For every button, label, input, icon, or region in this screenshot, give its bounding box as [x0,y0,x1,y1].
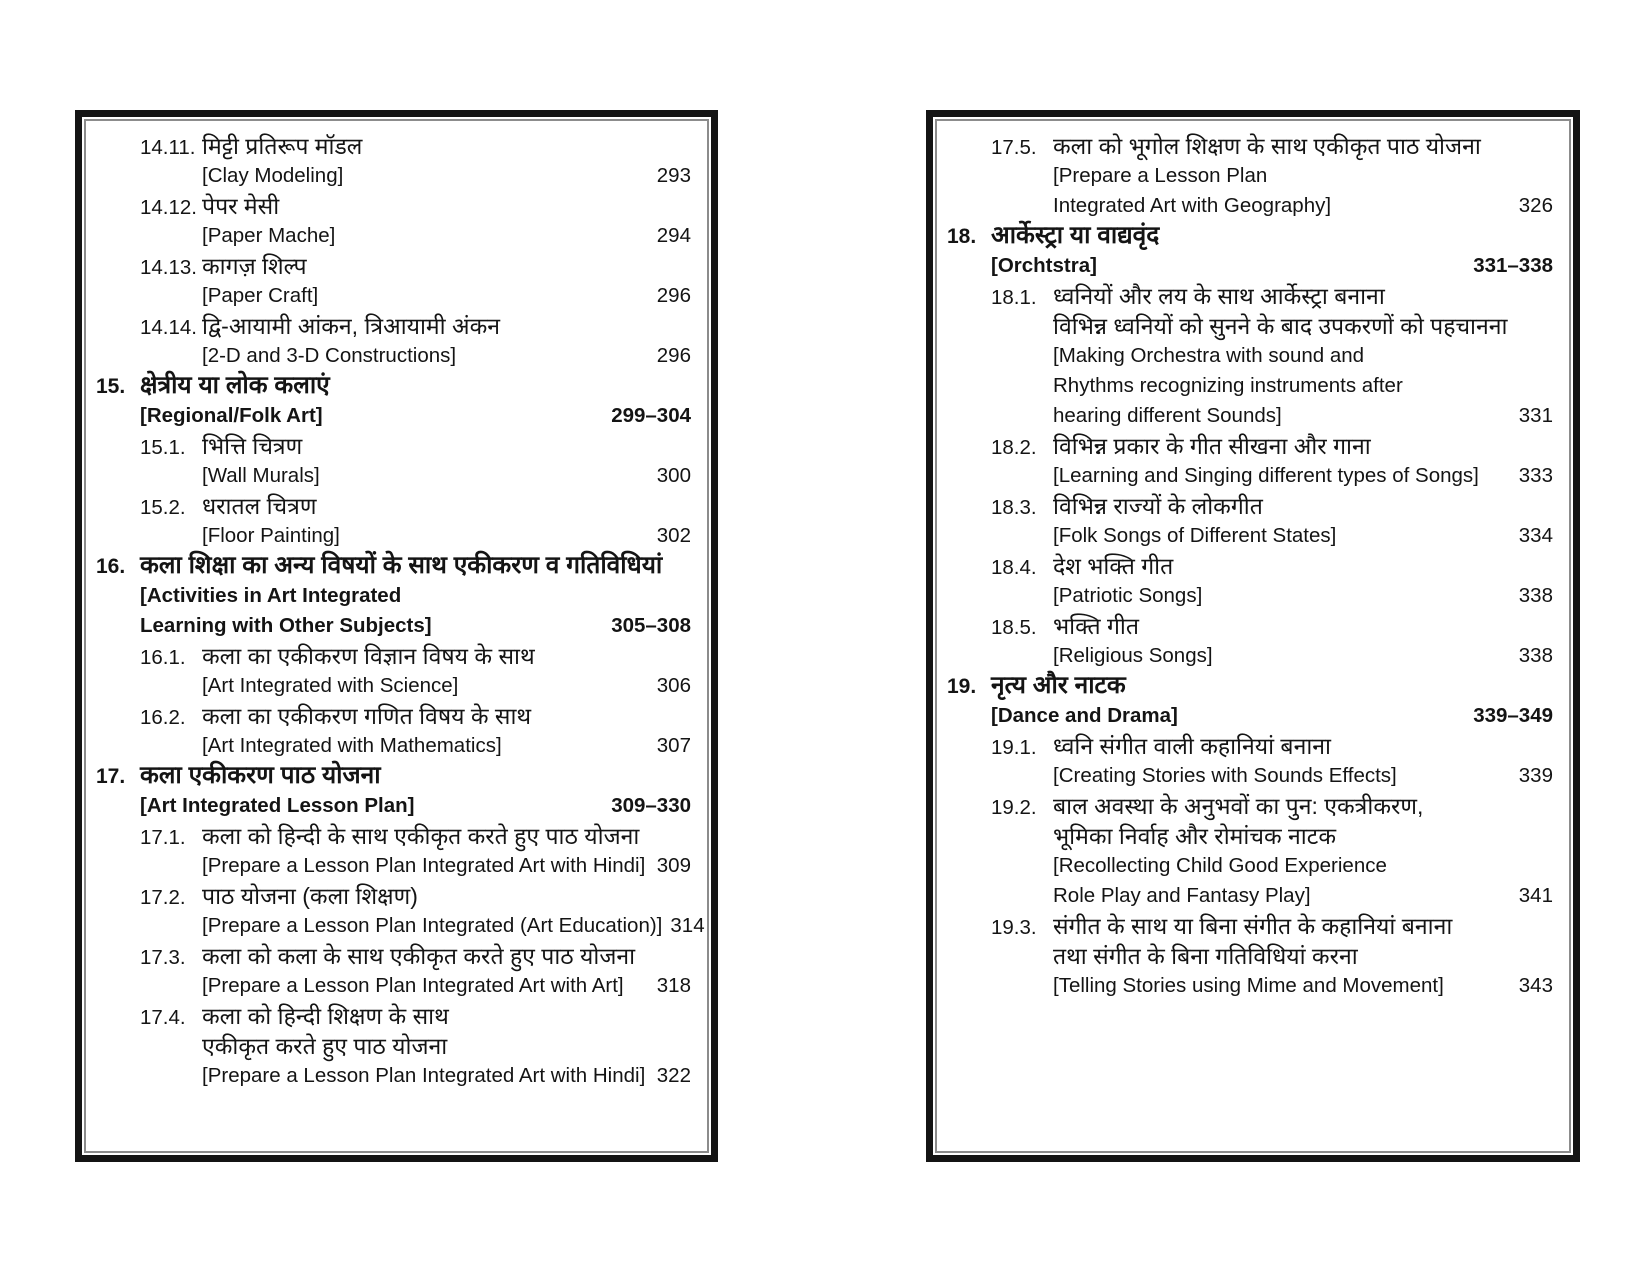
toc-entry-title-line [96,821,691,851]
entry-title-hindi: भूमिका निर्वाह और रोमांचक नाटक [1053,823,1336,849]
toc-entry-translation-line [96,341,691,371]
toc-entry-translation-line [947,191,1553,221]
page-number: 307 [656,734,691,757]
entry-title-english: [Prepare a Lesson Plan [1053,164,1268,187]
entry-title-hindi: कला को भूगोल शिक्षण के साथ एकीकृत पाठ योजना [1053,133,1481,159]
entry-title-hindi: भक्ति गीत [1053,613,1139,639]
entry-number: 18.1. [991,286,1037,309]
entry-title-hindi: तथा संगीत के बिना गतिविधियां करना [1053,943,1358,969]
toc-entry-title-line [947,311,1553,341]
entry-number: 17.3. [140,946,186,969]
entry-title-english: [Wall Murals] [202,464,320,487]
toc-entry-title-line [96,191,691,221]
entry-title-english: [Art Integrated Lesson Plan] [140,794,415,817]
toc-entry-translation-line [96,521,691,551]
entry-title-hindi: पेपर मेसी [202,193,280,219]
page-number: 333 [1518,464,1553,487]
toc-page-right [926,110,1580,1162]
toc-entry-title-line [947,941,1553,971]
entry-title-english: [Folk Songs of Different States] [1053,524,1337,547]
entry-title-hindi: कला का एकीकरण गणित विषय के साथ [202,703,532,729]
toc-entry-translation-line [947,701,1553,731]
toc-entry-translation-line [96,731,691,761]
page-number: 293 [656,164,691,187]
entry-title-english: [Prepare a Lesson Plan Integrated (Art Education)] [202,914,663,937]
entry-title-english: [Telling Stories using Mime and Movement] [1053,974,1444,997]
toc-page-left [75,110,718,1162]
toc-page-right-content [935,119,1571,1153]
toc-entry-translation-line [96,671,691,701]
entry-title-english: [Recollecting Child Good Experience [1053,854,1387,877]
entry-title-hindi: संगीत के साथ या बिना संगीत के कहानियां बनाना [1053,913,1453,939]
entry-title-hindi: मिट्टी प्रतिरूप मॉडल [202,133,363,159]
page-number: 296 [656,284,691,307]
toc-entry-translation-line [947,461,1553,491]
entry-title-hindi: कला को कला के साथ एकीकृत करते हुए पाठ योजना [202,943,636,969]
toc-entry-translation-line [96,221,691,251]
page-number: 318 [656,974,691,997]
entry-number: 18.5. [991,616,1037,639]
toc-entry-title-line [96,1031,691,1061]
entry-number: 17. [96,765,126,788]
entry-title-english: [Regional/Folk Art] [140,404,323,427]
entry-number: 14.12. [140,196,197,219]
entry-number: 19.1. [991,736,1037,759]
entry-title-hindi: कला एकीकरण पाठ योजना [140,762,381,789]
entry-title-english: [Prepare a Lesson Plan Integrated Art with Hindi] [202,854,646,877]
page-number: 305–308 [611,614,691,637]
toc-entry-translation-line [96,461,691,491]
entry-number: 17.4. [140,1006,186,1029]
entry-number: 18.2. [991,436,1037,459]
page-number: 339 [1518,764,1553,787]
entry-title-hindi: एकीकृत करते हुए पाठ योजना [202,1033,448,1059]
page-number: 343 [1518,974,1553,997]
entry-title-english: [Prepare a Lesson Plan Integrated Art with Art] [202,974,624,997]
entry-number: 16.2. [140,706,186,729]
entry-title-hindi: कला को हिन्दी के साथ एकीकृत करते हुए पाठ योजना [202,823,640,849]
toc-entry-title-line [947,911,1553,941]
toc-entry-title-line [96,881,691,911]
toc-entry-translation-line [96,971,691,1001]
entry-title-english: [Making Orchestra with sound and [1053,344,1365,367]
entry-number: 18. [947,225,977,248]
entry-number: 16.1. [140,646,186,669]
toc-entry-translation-line [947,341,1553,371]
entry-title-hindi: बाल अवस्था के अनुभवों का पुन: एकत्रीकरण, [1053,793,1424,819]
toc-entry-title-line [947,671,1553,701]
entry-title-english: [Art Integrated with Mathematics] [202,734,502,757]
entry-number: 18.4. [991,556,1037,579]
entry-number: 15.1. [140,436,186,459]
entry-number: 15.2. [140,496,186,519]
toc-entry-title-line [947,491,1553,521]
toc-entry-translation-line [947,761,1553,791]
entry-title-english: [Floor Painting] [202,524,340,547]
entry-number: 16. [96,555,126,578]
entry-title-hindi: आर्केस्ट्रा या वाद्यवृंद [991,222,1160,249]
page-number: 296 [656,344,691,367]
toc-entry-title-line [947,221,1553,251]
toc-entry-title-line [96,251,691,281]
toc-entry-translation-line [96,281,691,311]
entry-number: 14.13. [140,256,197,279]
entry-title-hindi: भित्ति चित्रण [202,433,303,459]
toc-entry-title-line [96,1001,691,1031]
entry-title-hindi: ध्वनियों और लय के साथ आर्केस्ट्रा बनाना [1053,283,1385,309]
toc-entry-title-line [947,611,1553,641]
toc-entry-translation-line [96,161,691,191]
page-number: 314 [670,914,705,937]
toc-entry-translation-line [947,971,1553,1001]
entry-number: 18.3. [991,496,1037,519]
toc-entry-title-line [96,131,691,161]
page-number: 331–338 [1473,254,1553,277]
toc-entry-title-line [947,281,1553,311]
toc-entry-title-line [96,551,691,581]
entry-title-english: Rhythms recognizing instruments after [1053,374,1403,397]
page-number: 302 [656,524,691,547]
toc-entry-title-line [96,641,691,671]
page-number: 326 [1518,194,1553,217]
entry-number: 17.5. [991,136,1037,159]
entry-number: 19. [947,675,977,698]
entry-title-hindi: धरातल चित्रण [202,493,317,519]
toc-entry-title-line [947,791,1553,821]
entry-number: 14.11. [140,136,196,159]
entry-number: 17.2. [140,886,186,909]
toc-entry-translation-line [947,851,1553,881]
page-number: 309 [656,854,691,877]
toc-entry-title-line [96,431,691,461]
page-number: 334 [1518,524,1553,547]
entry-number: 15. [96,375,126,398]
toc-entry-translation-line [96,581,691,611]
entry-title-english: Learning with Other Subjects] [140,614,432,637]
page-number: 339–349 [1473,704,1553,727]
toc-entry-title-line [947,131,1553,161]
toc-entry-title-line [96,701,691,731]
entry-title-hindi: विभिन्न राज्यों के लोकगीत [1053,493,1263,519]
entry-title-hindi: देश भक्ति गीत [1053,553,1174,579]
entry-title-hindi: कागज़ शिल्प [202,253,307,279]
entry-title-hindi: कला को हिन्दी शिक्षण के साथ [202,1003,449,1029]
entry-title-english: [Art Integrated with Science] [202,674,459,697]
toc-entry-translation-line [947,161,1553,191]
toc-entry-translation-line [947,401,1553,431]
entry-title-english: [Paper Craft] [202,284,319,307]
toc-entry-title-line [96,371,691,401]
entry-title-english: Role Play and Fantasy Play] [1053,884,1311,907]
toc-entry-title-line [947,551,1553,581]
entry-title-english: [Religious Songs] [1053,644,1213,667]
toc-entry-title-line [96,941,691,971]
entry-title-english: [Orchtstra] [991,254,1097,277]
toc-entry-title-line [96,491,691,521]
entry-title-english: [Activities in Art Integrated [140,584,402,607]
entry-number: 14.14. [140,316,197,339]
page-number: 306 [656,674,691,697]
entry-title-hindi: नृत्य और नाटक [991,672,1126,699]
entry-title-english: [2-D and 3-D Constructions] [202,344,457,367]
entry-title-hindi: पाठ योजना (कला शिक्षण) [202,883,418,909]
toc-entry-title-line [947,731,1553,761]
toc-entry-title-line [96,311,691,341]
toc-entry-translation-line [947,371,1553,401]
entry-title-english: [Creating Stories with Sounds Effects] [1053,764,1397,787]
entry-number: 17.1. [140,826,186,849]
entry-title-english: hearing different Sounds] [1053,404,1282,427]
entry-title-hindi: कला का एकीकरण विज्ञान विषय के साथ [202,643,535,669]
page-number: 322 [656,1064,691,1087]
page-number: 331 [1518,404,1553,427]
entry-title-hindi: कला शिक्षा का अन्य विषयों के साथ एकीकरण व गतिविधियां [140,552,663,579]
toc-entry-translation-line [96,1061,691,1091]
toc-entry-translation-line [947,521,1553,551]
toc-entry-translation-line [947,581,1553,611]
entry-number: 19.3. [991,916,1037,939]
toc-entry-translation-line [96,401,691,431]
page-number: 294 [656,224,691,247]
entry-title-english: Integrated Art with Geography] [1053,194,1332,217]
entry-title-english: [Clay Modeling] [202,164,344,187]
entry-title-hindi: ध्वनि संगीत वाली कहानियां बनाना [1053,733,1332,759]
toc-entry-translation-line [947,251,1553,281]
entry-number: 19.2. [991,796,1037,819]
page-number: 299–304 [611,404,691,427]
toc-entry-translation-line [96,791,691,821]
toc-entry-title-line [96,761,691,791]
toc-entry-translation-line [947,641,1553,671]
toc-entry-translation-line [96,911,705,941]
entry-title-hindi: क्षेत्रीय या लोक कलाएं [140,372,330,399]
entry-title-english: [Paper Mache] [202,224,336,247]
toc-entry-title-line [947,431,1553,461]
page-number: 338 [1518,644,1553,667]
entry-title-english: [Patriotic Songs] [1053,584,1203,607]
page-number: 341 [1518,884,1553,907]
page-number: 338 [1518,584,1553,607]
entry-title-hindi: द्वि-आयामी आंकन, त्रिआयामी अंकन [202,313,501,339]
toc-entry-title-line [947,821,1553,851]
entry-title-english: [Learning and Singing different types of Songs] [1053,464,1479,487]
entry-title-hindi: विभिन्न ध्वनियों को सुनने के बाद उपकरणों को पहचानना [1053,313,1508,339]
entry-title-english: [Prepare a Lesson Plan Integrated Art with Hindi] [202,1064,646,1087]
page-number: 309–330 [611,794,691,817]
entry-title-hindi: विभिन्न प्रकार के गीत सीखना और गाना [1053,433,1371,459]
toc-entry-translation-line [947,881,1553,911]
entry-title-english: [Dance and Drama] [991,704,1178,727]
toc-page-left-content [84,119,709,1153]
toc-entry-translation-line [96,851,691,881]
page-number: 300 [656,464,691,487]
toc-entry-translation-line [96,611,691,641]
